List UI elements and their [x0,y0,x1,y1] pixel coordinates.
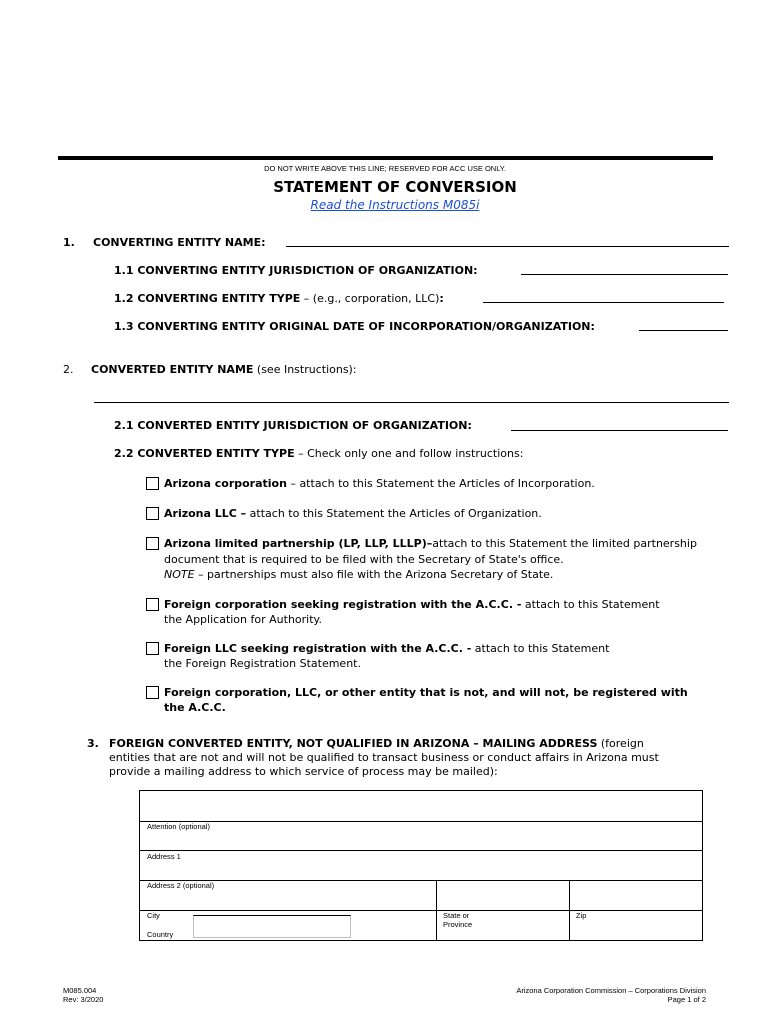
address1-field[interactable] [140,861,701,880]
state-label: State or [443,911,470,920]
converting-jurisdiction-label: 1.1 CONVERTING ENTITY JURISDICTION OF ORGANIZATION: [114,264,478,277]
page-number: Page 1 of 2 [667,995,706,1004]
converting-entity-type-label: 1.2 CONVERTING ENTITY TYPE – (e.g., corporation, LLC): [114,292,444,305]
arizona-limited-partnership-line2: document that is required to be filed with the Secretary of State's office. [164,553,564,566]
converting-entity-name-label: CONVERTING ENTITY NAME: [93,236,266,249]
footer-agency-info [516,986,706,1004]
address1-label: Address 1 [147,852,181,861]
address2-label: Address 2 (optional) [147,881,215,890]
foreign-corporation-line2: the Application for Authority. [164,613,322,626]
section-2-number: 2. [63,363,74,376]
arizona-corporation-checkbox[interactable] [146,477,159,490]
converting-entity-type-field[interactable] [483,302,724,303]
converted-entity-type-label: 2.2 CONVERTED ENTITY TYPE – Check only one and follow instructions: [114,447,524,460]
foreign-other-entity-line2: the A.C.C. [164,701,226,714]
revision-date: Rev: 3/2020 [63,995,104,1004]
attention-field[interactable] [140,831,701,850]
arizona-llc-option: Arizona LLC – attach to this Statement the Articles of Organization. [164,507,542,520]
mailing-address-instructions-line2: entities that are not and will not be qualified to transact business or conduct affairs in Arizona must [109,751,659,764]
reserved-note: DO NOT WRITE ABOVE THIS LINE; RESERVED FOR ACC USE ONLY. [264,164,506,173]
city-country-field[interactable] [193,915,351,938]
converting-entity-name-field[interactable] [286,246,729,247]
attention-label: Attention (optional) [147,822,210,831]
foreign-other-entity-checkbox[interactable] [146,686,159,699]
foreign-other-entity-option: Foreign corporation, LLC, or other entity that is not, and will not, be registered with [164,686,688,699]
foreign-corporation-option: Foreign corporation seeking registration with the A.C.C. - attach to this Statement [164,598,660,611]
section-1-number: 1. [63,236,75,249]
entity-name-field[interactable] [140,791,701,820]
foreign-llc-checkbox[interactable] [146,642,159,655]
converted-entity-name-field[interactable] [94,402,729,403]
state-province-field[interactable] [437,920,568,939]
foreign-corporation-checkbox[interactable] [146,598,159,611]
province-label: Province [443,920,473,929]
city-label: City [147,911,160,920]
country-label: Country [147,930,174,939]
reserved-area-divider [58,156,713,160]
converted-jurisdiction-field[interactable] [511,430,728,431]
arizona-limited-partnership-option: Arizona limited partnership (LP, LLP, LLLP)–attach to this Statement the limited partnership [164,537,697,550]
form-number: M085.004 [63,986,97,995]
converted-entity-name-label: CONVERTED ENTITY NAME (see Instructions): [91,363,357,376]
zip-field[interactable] [570,920,701,939]
arizona-limited-partnership-checkbox[interactable] [146,537,159,550]
mailing-address-instructions-line3: provide a mailing address to which service of process may be mailed): [109,765,498,778]
arizona-llc-checkbox[interactable] [146,507,159,520]
page-title: STATEMENT OF CONVERSION [273,178,517,196]
foreign-llc-option: Foreign LLC seeking registration with the A.C.C. - attach to this Statement [164,642,610,655]
address2-field[interactable] [140,890,435,909]
converted-jurisdiction-label: 2.1 CONVERTED ENTITY JURISDICTION OF ORGANIZATION: [114,419,472,432]
converting-original-date-field[interactable] [639,330,728,331]
mailing-address-heading: FOREIGN CONVERTED ENTITY, NOT QUALIFIED IN ARIZONA – MAILING ADDRESS (foreign [109,737,644,750]
zip-label: Zip [576,911,587,920]
agency-name: Arizona Corporation Commission – Corporations Division [516,986,706,995]
arizona-corporation-option: Arizona corporation – attach to this Statement the Articles of Incorporation. [164,477,595,490]
converting-jurisdiction-field[interactable] [521,274,728,275]
footer-form-info [63,986,103,1004]
arizona-limited-partnership-note: NOTE – partnerships must also file with the Arizona Secretary of State. [164,568,554,581]
section-3-number: 3. [87,737,99,750]
instructions-link[interactable]: Read the Instructions M085i [310,198,480,212]
foreign-llc-line2: the Foreign Registration Statement. [164,657,361,670]
converting-original-date-label: 1.3 CONVERTING ENTITY ORIGINAL DATE OF INCORPORATION/ORGANIZATION: [114,320,595,333]
